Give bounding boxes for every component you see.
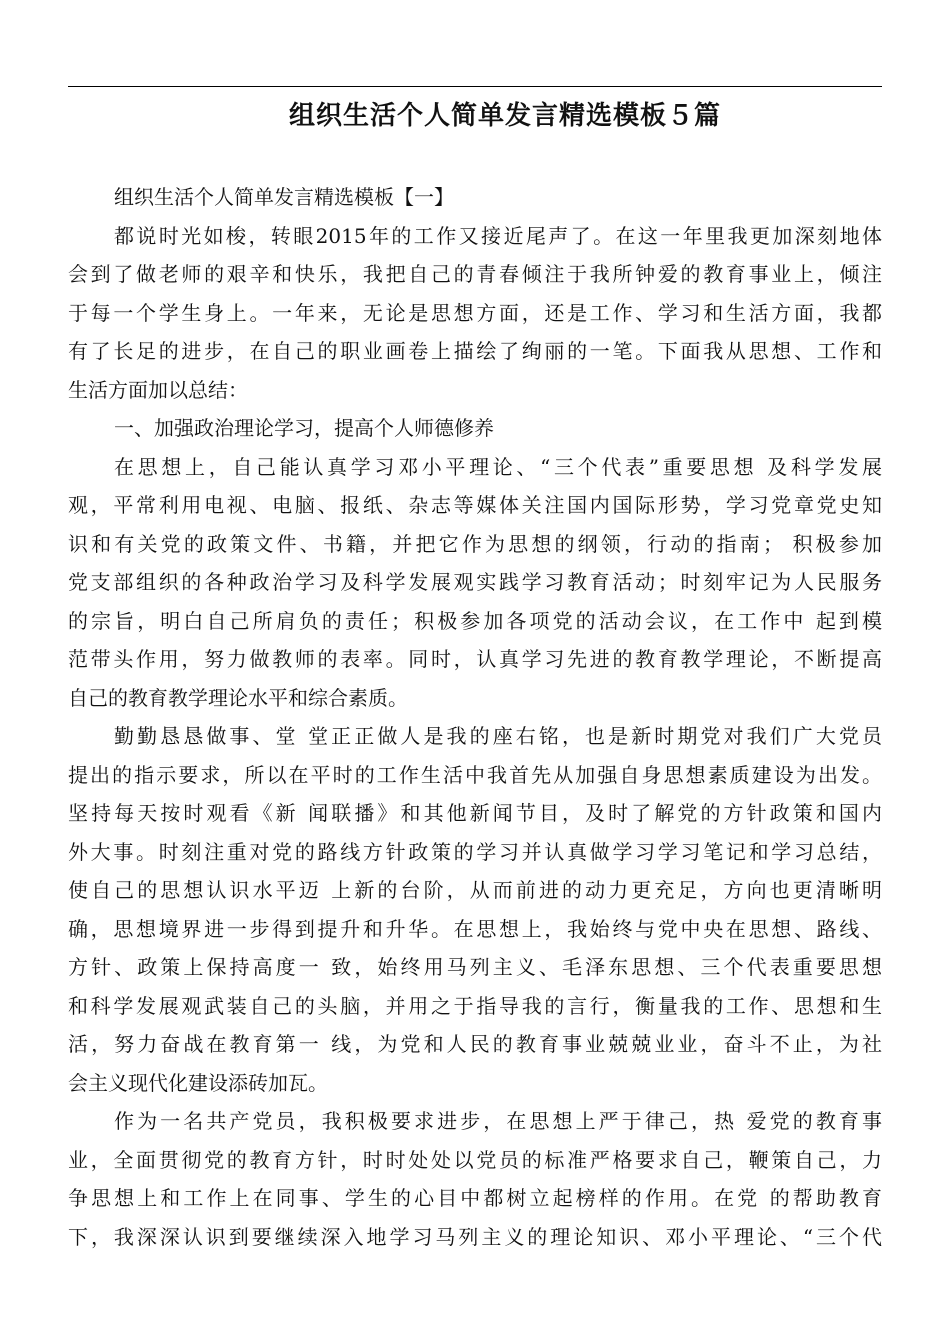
text-line: 外大事。时刻注重对党的路线方针政策的学习并认真做学习学习笔记和学习总结， [68, 839, 882, 864]
text-line: 方针、政策上保持高度一 致，始终用马列主义、毛泽东思想、三个代表重要思想 [68, 955, 882, 979]
text-line: 观，平常利用电视、电脑、报纸、杂志等媒体关注国内国际形势，学习党章党史知 [68, 493, 882, 517]
text-line: 党支部组织的各种政治学习及科学发展观实践学习教育活动；时刻牢记为人民服务 [68, 570, 882, 594]
document-body [68, 178, 882, 1256]
text-line: 确，思想境界进一步得到提升和升华。在思想上，我始终与党中央在思想、路线、 [68, 916, 882, 941]
text-line: 坚持每天按时观看《新 闻联播》和其他新闻节目，及时了解党的方针政策和国内 [68, 801, 882, 825]
text-line: 一、加强政治理论学习，提高个人师德修养 [114, 416, 494, 440]
header-rule [68, 86, 882, 87]
text-line: 提出的指示要求，所以在平时的工作生活中我首先从加强自身思想素质建设为出发。 [68, 762, 882, 787]
text-line: 勤勤恳恳做事、堂 堂正正做人是我的座右铭，也是新时期党对我们广大党员 [114, 724, 882, 748]
text-line: 自己的教育教学理论水平和综合素质。 [68, 685, 408, 710]
text-line: 争思想上和工作上在同事、学生的心目中都树立起榜样的作用。在党 的帮助教育 [68, 1186, 882, 1210]
text-line: 下，我深深认识到要继续深入地学习马列主义的理论知识、邓小平理论、“三个代 [68, 1224, 882, 1249]
text-line: 范带头作用，努力做教师的表率。同时，认真学习先进的教育教学理论，不断提高 [68, 647, 882, 671]
text-line: 于每一个学生身上。一年来，无论是思想方面，还是工作、学习和生活方面，我都 [68, 300, 882, 325]
text-line: 会到了做老师的艰辛和快乐，我把自己的青春倾注于我所钟爱的教育事业上，倾注 [68, 262, 882, 286]
text-line: 的宗旨，明白自己所肩负的责任；积极参加各项党的活动会议，在工作中 起到模 [68, 608, 882, 633]
text-line: 和科学发展观武装自己的头脑，并用之于指导我的言行，衡量我的工作、思想和生 [68, 993, 882, 1018]
text-line: 有了长足的进步，在自己的职业画卷上描绘了绚丽的一笔。下面我从思想、工作和 [68, 339, 882, 363]
text-line: 作为一名共产党员，我积极要求进步，在思想上严于律己，热 爱党的教育事 [114, 1109, 882, 1133]
text-line: 活，努力奋战在教育第一 线，为党和人民的教育事业兢兢业业，奋斗不止，为社 [68, 1032, 882, 1056]
text-line: 组织生活个人简单发言精选模板【一】 [114, 185, 454, 209]
text-line: 会主义现代化建设添砖加瓦。 [68, 1070, 328, 1095]
text-line: 识和有关党的政策文件、书籍，并把它作为思想的纲领，行动的指南； 积极参加 [68, 531, 882, 556]
document-title: 组织生活个人简单发言精选模板５篇 [288, 101, 721, 131]
text-line: 使自己的思想认识水平迈 上新的台阶，从而前进的动力更充足，方向也更清晰明 [68, 878, 882, 902]
text-line: 业，全面贯彻党的教育方针，时时处处以党员的标准严格要求自己，鞭策自己，力 [68, 1147, 882, 1172]
text-line: 生活方面加以总结： [68, 377, 248, 402]
text-line: 都说时光如梭，转眼2015年的工作又接近尾声了。在这一年里我更加深刻地体 [114, 223, 882, 248]
text-line: 在思想上，自己能认真学习邓小平理论、“三个代表”重要思想 及科学发展 [114, 454, 882, 479]
